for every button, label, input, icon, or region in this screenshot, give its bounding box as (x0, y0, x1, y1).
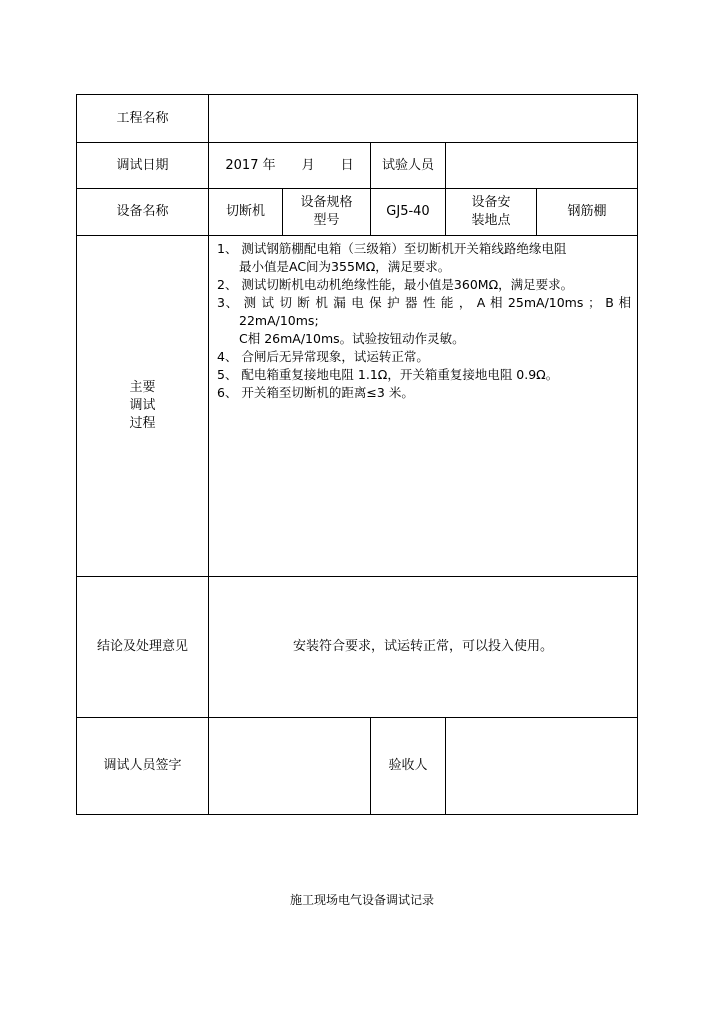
install-location-label-line2: 装地点 (471, 213, 511, 228)
acceptor-label: 验收人 (371, 718, 446, 815)
process-label-line2: 调试 (129, 398, 156, 413)
conclusion-value: 安装符合要求，试运转正常，可以投入使用。 (209, 577, 638, 718)
process-line: 3、 测 试 切 断 机 漏 电 保 护 器 性 能 ， A 相 25mA/10ms ； B 相 (217, 295, 632, 310)
process-label (77, 236, 209, 577)
process-line: 6、 开关箱至切断机的距离≤3 米。 (217, 385, 414, 400)
tester-label: 试验人员 (371, 143, 446, 189)
row-signature (77, 718, 638, 815)
device-name-value: 切断机 (209, 189, 283, 236)
install-location-label-line1: 设备安 (471, 195, 511, 210)
debug-record-table (76, 94, 638, 815)
process-line: 最小值是AC间为355MΩ，满足要求。 (239, 259, 451, 274)
process-line: 4、 合闸后无异常现象，试运转正常。 (217, 349, 429, 364)
device-spec-label-line2: 型号 (313, 213, 340, 228)
install-location-label (446, 189, 537, 236)
process-label-line3: 过程 (129, 416, 156, 431)
row-process (77, 236, 638, 577)
process-line: 5、 配电箱重复接地电阻 1.1Ω，开关箱重复接地电阻 0.9Ω。 (217, 367, 559, 382)
row-conclusion (77, 577, 638, 718)
device-spec-value: GJ5-40 (371, 189, 446, 236)
row-test-date (77, 143, 638, 189)
tester-value (446, 143, 638, 189)
signature-label: 调试人员签字 (77, 718, 209, 815)
device-spec-label-line1: 设备规格 (300, 195, 353, 210)
project-name-value (209, 95, 638, 143)
process-label-line1: 主要 (129, 380, 156, 395)
process-content (209, 236, 638, 577)
device-name-label: 设备名称 (77, 189, 209, 236)
process-line: 2、 测试切断机电动机绝缘性能，最小值是360MΩ，满足要求。 (217, 277, 574, 292)
install-location-value: 钢筋棚 (537, 189, 638, 236)
process-line: C相 26mA/10ms。试验按钮动作灵敏。 (239, 331, 465, 346)
page-caption: 施工现场电气设备调试记录 (289, 893, 434, 907)
test-date-value: 2017 年 月 日 (209, 143, 371, 189)
test-date-label: 调试日期 (77, 143, 209, 189)
acceptor-value (446, 718, 638, 815)
conclusion-label: 结论及处理意见 (77, 577, 209, 718)
project-name-label: 工程名称 (77, 95, 209, 143)
device-spec-label (283, 189, 371, 236)
process-line: 22mA/10ms; (239, 313, 319, 328)
process-line: 1、 测试钢筋棚配电箱（三级箱）至切断机开关箱线路绝缘电阻 (217, 241, 567, 256)
row-device (77, 189, 638, 236)
row-project-name (77, 95, 638, 143)
signature-value (209, 718, 371, 815)
